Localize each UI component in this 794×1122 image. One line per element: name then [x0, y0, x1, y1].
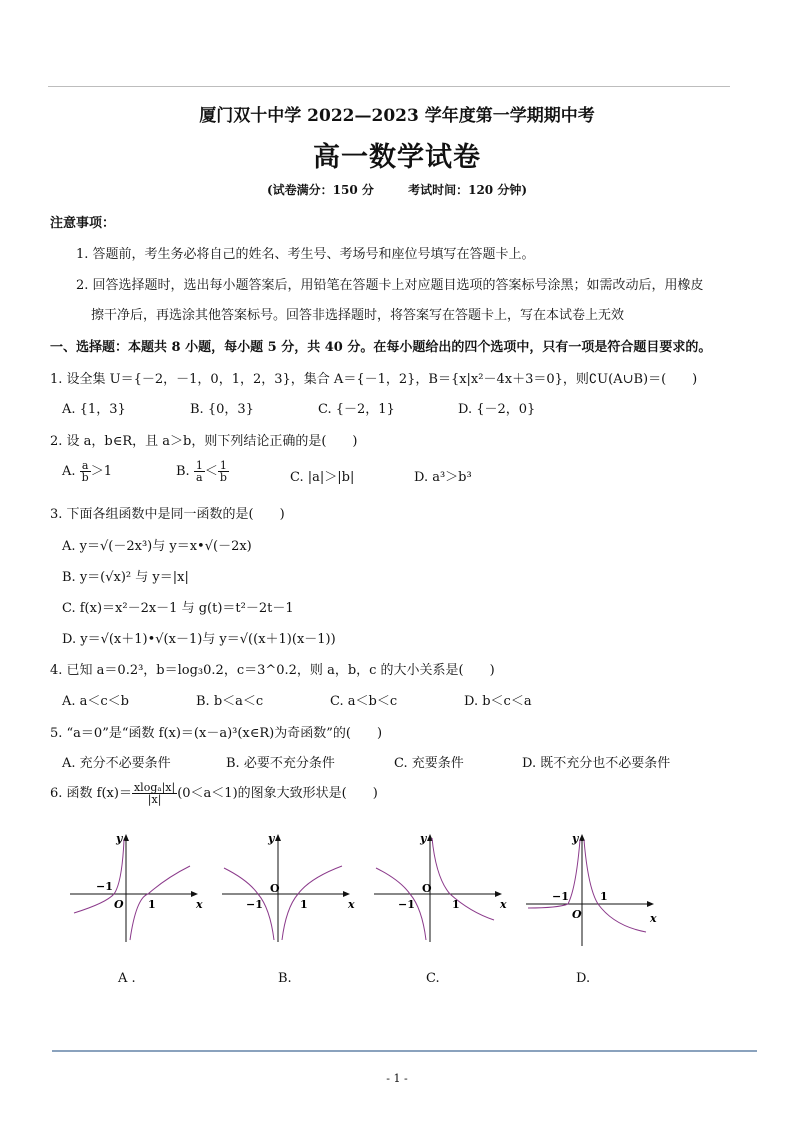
graph-b-x-label: x	[348, 898, 355, 911]
graph-c-label: C.	[426, 971, 440, 986]
graph-c-neg1: −1	[398, 898, 415, 911]
q4-option-a: A. a＜c＜b	[62, 694, 130, 709]
graph-d-neg1: −1	[552, 890, 569, 903]
q3-option-b: B. y＝(√x)² 与 y＝|x|	[62, 570, 189, 585]
graph-b-y-label: y	[268, 832, 275, 845]
graph-b	[218, 828, 358, 948]
q2-b-den2: b	[219, 471, 227, 484]
page-number: - 1 -	[386, 1072, 408, 1085]
q5-option-d: D. 既不充分也不必要条件	[522, 756, 671, 771]
graph-a-x-arrow	[191, 891, 198, 897]
q4-option-b: B. b＜a＜c	[196, 694, 264, 709]
q3-option-c: C. f(x)＝x²－2x－1 与 g(t)＝t²－2t－1	[62, 601, 294, 616]
q2-a-prefix: A.	[62, 464, 76, 479]
q1-option-c: C. {－2，1}	[318, 402, 395, 417]
graph-a-label: A .	[118, 971, 136, 986]
page-title: 高一数学试卷	[313, 142, 481, 173]
q2-a-den: b	[81, 471, 89, 484]
exam-meta	[0, 181, 794, 198]
graph-d	[522, 828, 662, 948]
graph-d-y-label: y	[572, 832, 579, 845]
q2-b-num2: 1	[218, 460, 229, 472]
q5-option-c: C. 充要条件	[394, 756, 464, 771]
q2-b-prefix: B.	[176, 464, 190, 479]
q6-frac-den: |x|	[147, 793, 162, 806]
bottom-rule	[52, 1050, 757, 1052]
notice-item-2b: 擦干净后，再选涂其他答案标号。回答非选择题时，将答案写在答题卡上，写在本试卷上无效	[91, 308, 625, 323]
q2-b-mid: ＜	[204, 464, 218, 479]
full-score: (试卷满分：150 分	[267, 183, 374, 197]
graph-a-x-label: x	[196, 898, 203, 911]
q4-option-d: D. b＜c＜a	[464, 694, 532, 709]
graph-a-y-arrow	[123, 834, 129, 841]
q6-frac-num: xlogₐ|x|	[133, 781, 176, 794]
q2-option-d: D. a³＞b³	[414, 470, 472, 485]
q3-option-d: D. y＝√(x＋1)•√(x－1)与 y＝√((x＋1)(x－1))	[62, 632, 336, 647]
q2-b-fraction-1	[194, 460, 205, 483]
q2-a-rest: ＞1	[90, 464, 112, 479]
q6-stem-prefix: 6. 函数 f(x)＝	[50, 786, 132, 801]
q2-b-num1: 1	[195, 459, 203, 472]
graph-a-y-label: y	[116, 832, 123, 845]
q1-stem: 1. 设全集 U＝{－2，－1，0，1，2，3}，集合 A＝{－1，2}，B＝{x|x²－4x＋3＝0}，则∁U(A∪B)＝( )	[50, 372, 698, 387]
q1-option-d: D. {－2，0}	[458, 402, 536, 417]
q4-stem: 4. 已知 a＝0.2³，b＝log₃0.2，c＝3^0.2，则 a，b，c 的大小关系是( )	[50, 663, 495, 678]
graph-d-x-arrow	[647, 901, 654, 907]
graph-b-label: B.	[278, 971, 292, 986]
q2-b-den1: a	[196, 471, 203, 484]
graph-c	[370, 828, 510, 948]
school-title: 厦门双十中学 2022—2023 学年度第一学期期中考	[199, 106, 595, 126]
graph-a-pos1: 1	[148, 898, 156, 911]
q2-option-c: C. |a|＞|b|	[290, 470, 355, 485]
graph-c-x-label: x	[500, 898, 507, 911]
graph-c-pos1: 1	[452, 898, 460, 911]
q4-option-c: C. a＜b＜c	[330, 694, 398, 709]
graph-b-neg1: −1	[246, 898, 263, 911]
q3-option-a: A. y＝√(－2x³)与 y＝x•√(－2x)	[62, 539, 252, 554]
q6-stem	[50, 782, 378, 805]
q1-option-a: A. {1，3}	[62, 402, 126, 417]
q5-stem: 5. “a＝0”是“函数 f(x)＝(x－a)³(x∈R)为奇函数”的( )	[50, 726, 383, 741]
graph-d-right-curve	[584, 840, 646, 932]
graph-c-x-arrow	[495, 891, 502, 897]
graph-d-origin: O	[572, 908, 582, 921]
q2-a-fraction	[80, 460, 91, 483]
graph-d-label: D.	[576, 971, 591, 986]
notice-heading: 注意事项：	[50, 216, 116, 231]
graph-c-y-label: y	[420, 832, 427, 845]
graph-c-right-curve	[432, 838, 494, 920]
q2-stem: 2. 设 a，b∈R，且 a＞b，则下列结论正确的是( )	[50, 434, 358, 449]
graph-a-neg1: −1	[96, 880, 113, 893]
graph-d-x-label: x	[650, 912, 657, 925]
graph-b-pos1: 1	[300, 898, 308, 911]
graph-b-origin: O	[270, 882, 280, 895]
graph-a-origin: O	[114, 898, 124, 911]
q5-option-b: B. 必要不充分条件	[226, 756, 335, 771]
q3-stem: 3. 下面各组函数中是同一函数的是( )	[50, 507, 285, 522]
graph-b-y-arrow	[275, 834, 281, 841]
exam-time: 考试时间：120 分钟)	[408, 183, 527, 197]
q2-option-b	[176, 460, 229, 483]
section-heading: 一、选择题：本题共 8 小题，每小题 5 分，共 40 分。在每小题给出的四个选项中，只有一项是符合题目要求的。	[50, 340, 712, 355]
q2-a-num: a	[80, 460, 91, 472]
q6-stem-suffix: (0＜a＜1)的图象大致形状是( )	[177, 786, 378, 801]
q6-fraction	[132, 782, 177, 805]
q2-b-fraction-2	[218, 460, 229, 483]
graph-a-right-curve	[130, 866, 190, 940]
graph-d-y-arrow	[579, 834, 585, 841]
q5-option-a: A. 充分不必要条件	[62, 756, 171, 771]
graph-b-x-arrow	[343, 891, 350, 897]
notice-item-2a: 2. 回答选择题时，选出每小题答案后，用铅笔在答题卡上对应题目选项的答案标号涂黑；如需改动后，用橡皮	[76, 278, 704, 293]
graph-a	[66, 828, 206, 948]
graph-d-pos1: 1	[600, 890, 608, 903]
graph-b-right-curve	[282, 866, 342, 940]
q1-option-b: B. {0，3}	[190, 402, 254, 417]
notice-item-1: 1. 答题前，考生务必将自己的姓名、考生号、考场号和座位号填写在答题卡上。	[76, 247, 535, 262]
graph-c-origin: O	[422, 882, 432, 895]
q2-option-a	[62, 460, 112, 483]
top-rule	[48, 86, 730, 87]
